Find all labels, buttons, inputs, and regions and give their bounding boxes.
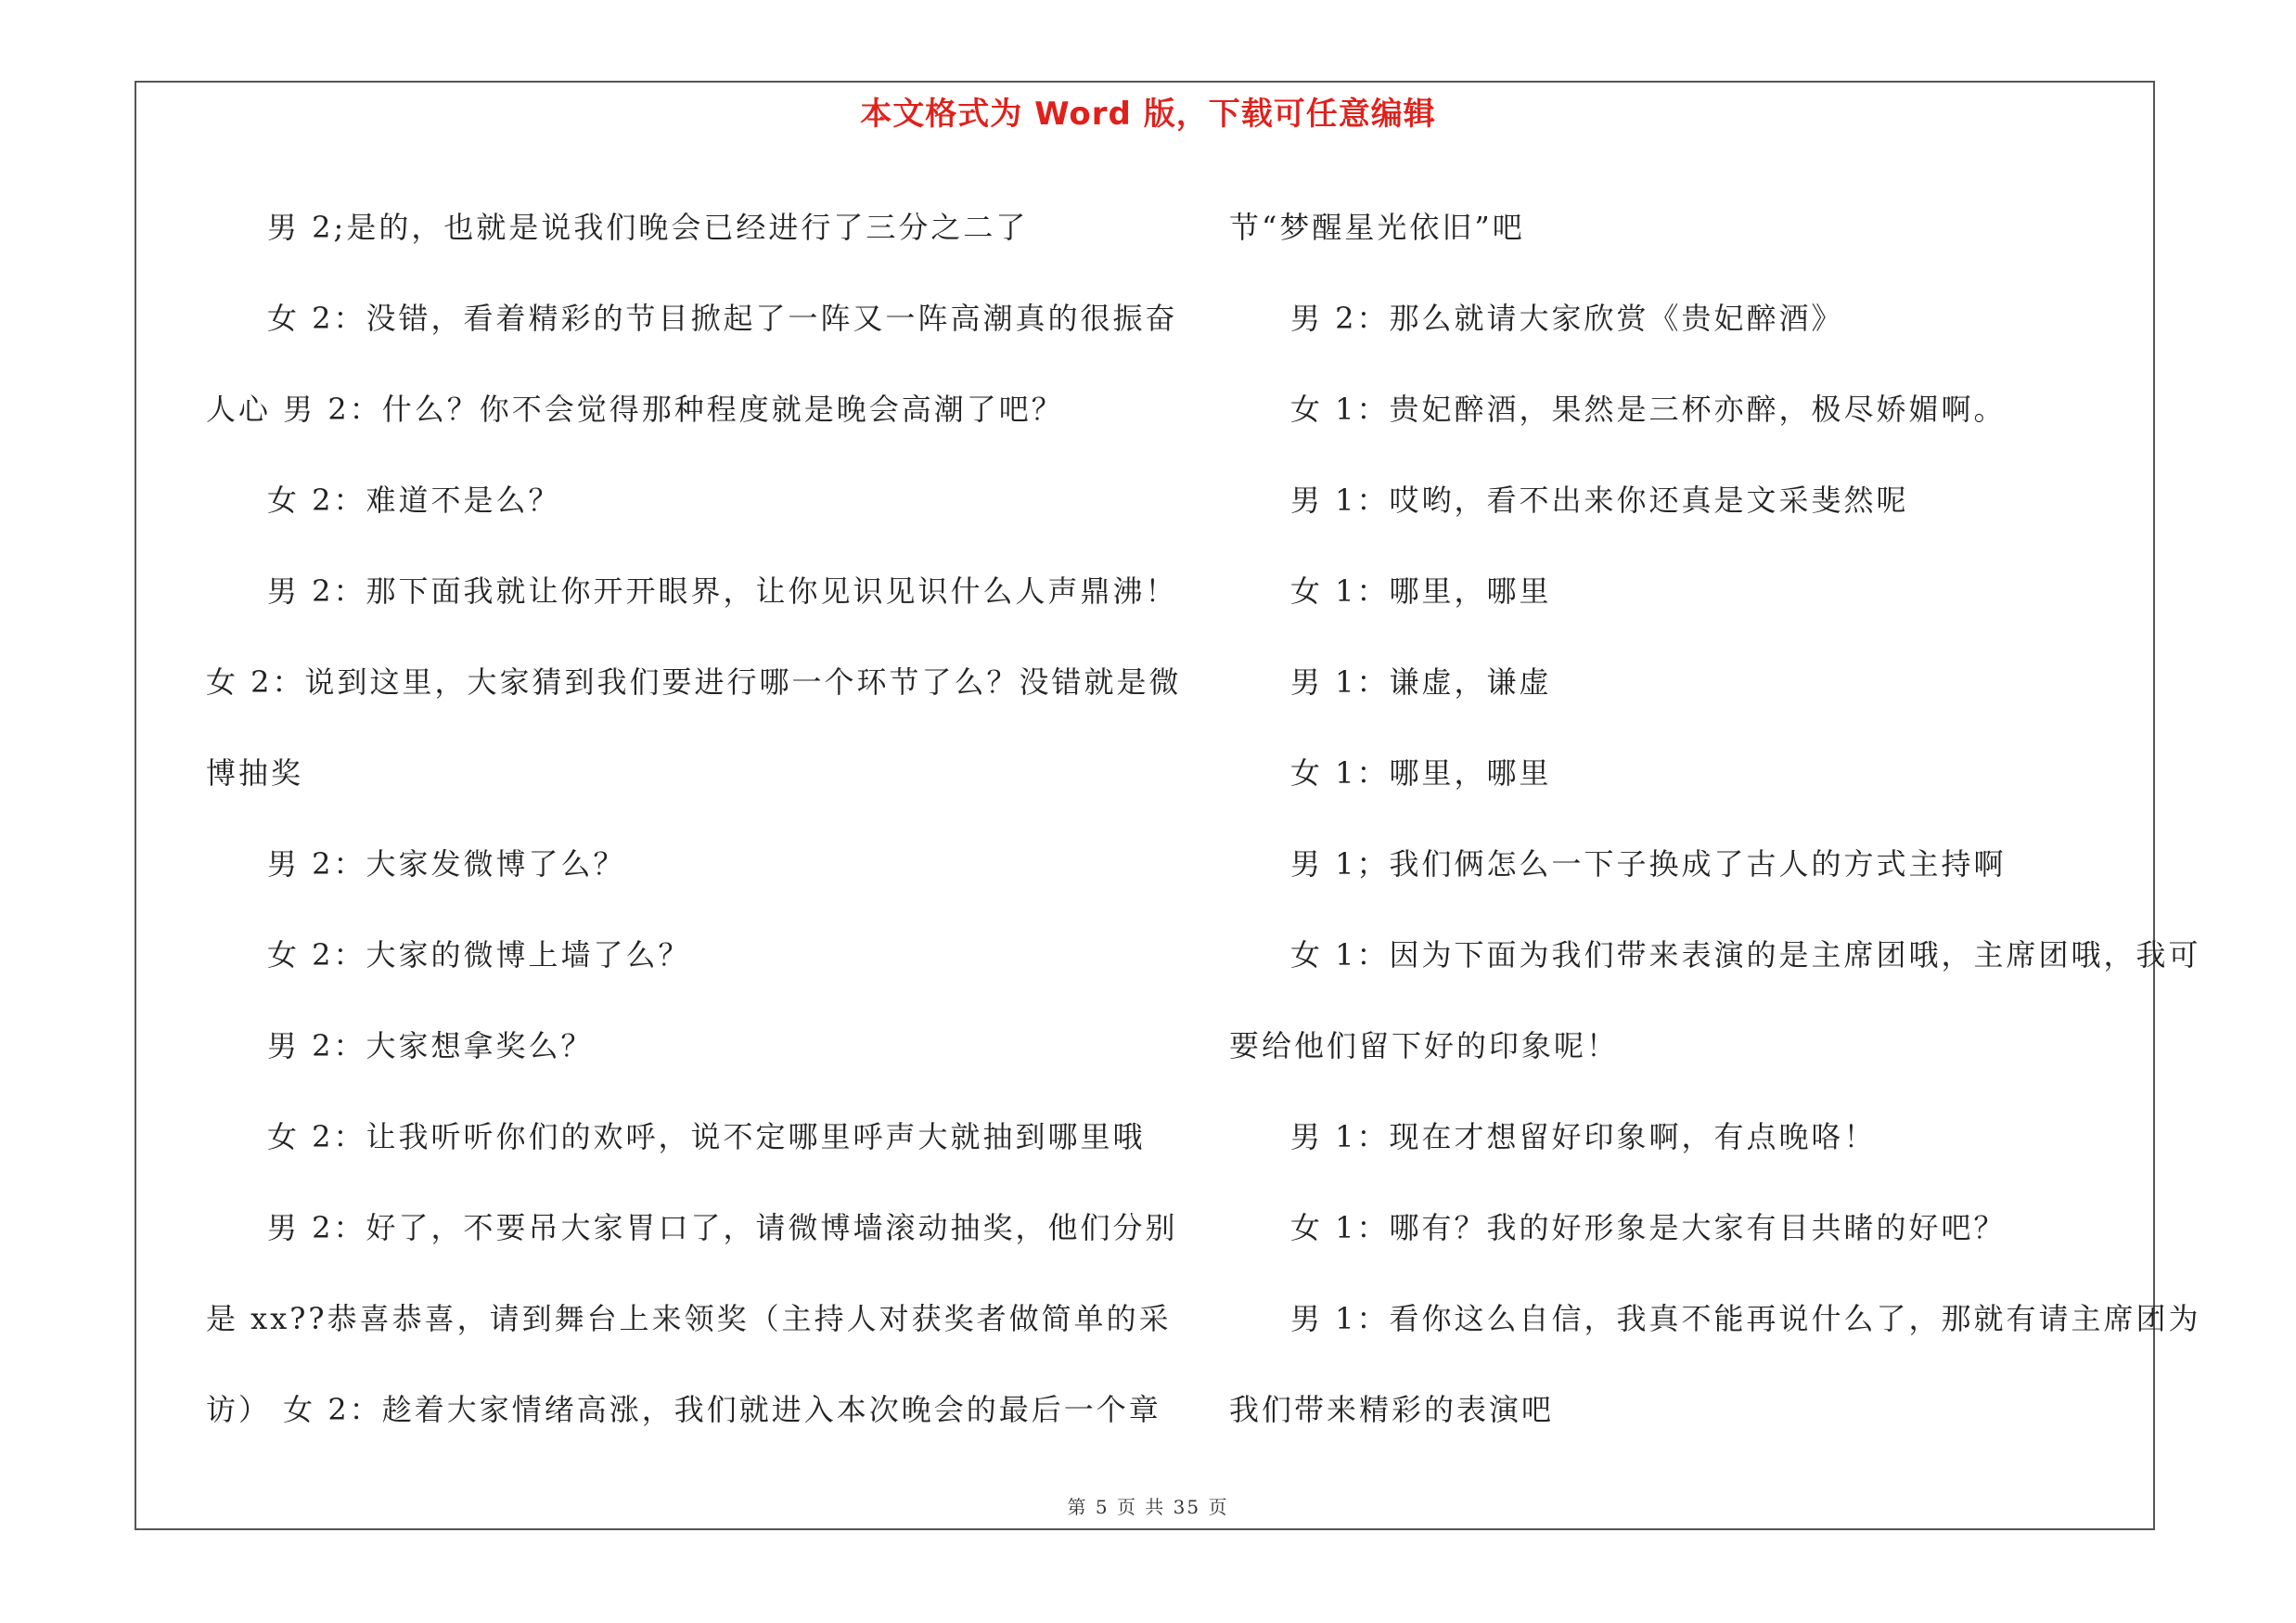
text-line: 男 2;是的，也就是说我们晚会已经进行了三分之二了 [267,210,1029,245]
text-line: 男 1；我们俩怎么一下子换成了古人的方式主持啊 [1290,846,2007,882]
text-line: 人心 男 2：什么？你不会觉得那种程度就是晚会高潮了吧？ [206,392,1064,427]
text-line: 女 2：难道不是么？ [267,483,561,518]
text-line: 男 2：那么就请大家欣赏《贵妃醉酒》 [1290,301,1844,336]
text-line: 男 2：大家发微博了么？ [267,846,626,882]
left-column [206,182,1182,1455]
text-line: 男 2：大家想拿奖么？ [267,1028,594,1063]
right-column [1229,182,2201,1455]
text-line: 节“梦醒星光依旧”吧 [1229,210,1525,245]
text-line: 男 2：好了，不要吊大家胃口了，请微博墙滚动抽奖，他们分别 [267,1210,1178,1245]
document-banner: 本文格式为 Word 版，下载可任意编辑 [860,96,1436,133]
text-line: 要给他们留下好的印象呢！ [1229,1028,1620,1063]
text-line: 男 2：那下面我就让你开开眼界，让你见识见识什么人声鼎沸！ [267,573,1178,609]
text-line: 女 2：大家的微博上墙了么？ [267,937,691,973]
text-line: 访） 女 2：趁着大家情绪高涨，我们就进入本次晚会的最后一个章 [206,1392,1161,1427]
text-line: 男 1：谦虚，谦虚 [1290,664,1552,700]
text-line: 女 2：让我听听你们的欢呼，说不定哪里呼声大就抽到哪里哦 [267,1119,1146,1154]
text-line: 是 xx??恭喜恭喜，请到舞台上来领奖（主持人对获奖者做简单的采 [206,1301,1172,1336]
text-line: 男 1：看你这么自信，我真不能再说什么了，那就有请主席团为 [1290,1301,2201,1336]
text-line: 博抽奖 [206,755,304,791]
text-line: 女 2：没错，看着精彩的节目掀起了一阵又一阵高潮真的很振奋 [267,301,1178,336]
text-line: 女 1：因为下面为我们带来表演的是主席团哦，主席团哦，我可 [1290,937,2201,973]
text-line: 女 1：哪里，哪里 [1290,755,1552,791]
text-line: 男 1：哎哟，看不出来你还真是文采斐然呢 [1290,483,1909,518]
page-number-footer: 第 5 页 共 35 页 [1067,1496,1229,1518]
text-line: 女 1：哪有？我的好形象是大家有目共睹的好吧？ [1290,1210,2007,1245]
text-line: 女 1：哪里，哪里 [1290,573,1552,609]
text-line: 女 1：贵妃醉酒，果然是三杯亦醉，极尽娇媚啊。 [1290,392,2007,427]
text-line: 女 2：说到这里，大家猜到我们要进行哪一个环节了么？没错就是微 [206,664,1182,700]
text-line: 男 1：现在才想留好印象啊，有点晚咯！ [1290,1119,1877,1154]
text-line: 我们带来精彩的表演吧 [1229,1392,1555,1427]
